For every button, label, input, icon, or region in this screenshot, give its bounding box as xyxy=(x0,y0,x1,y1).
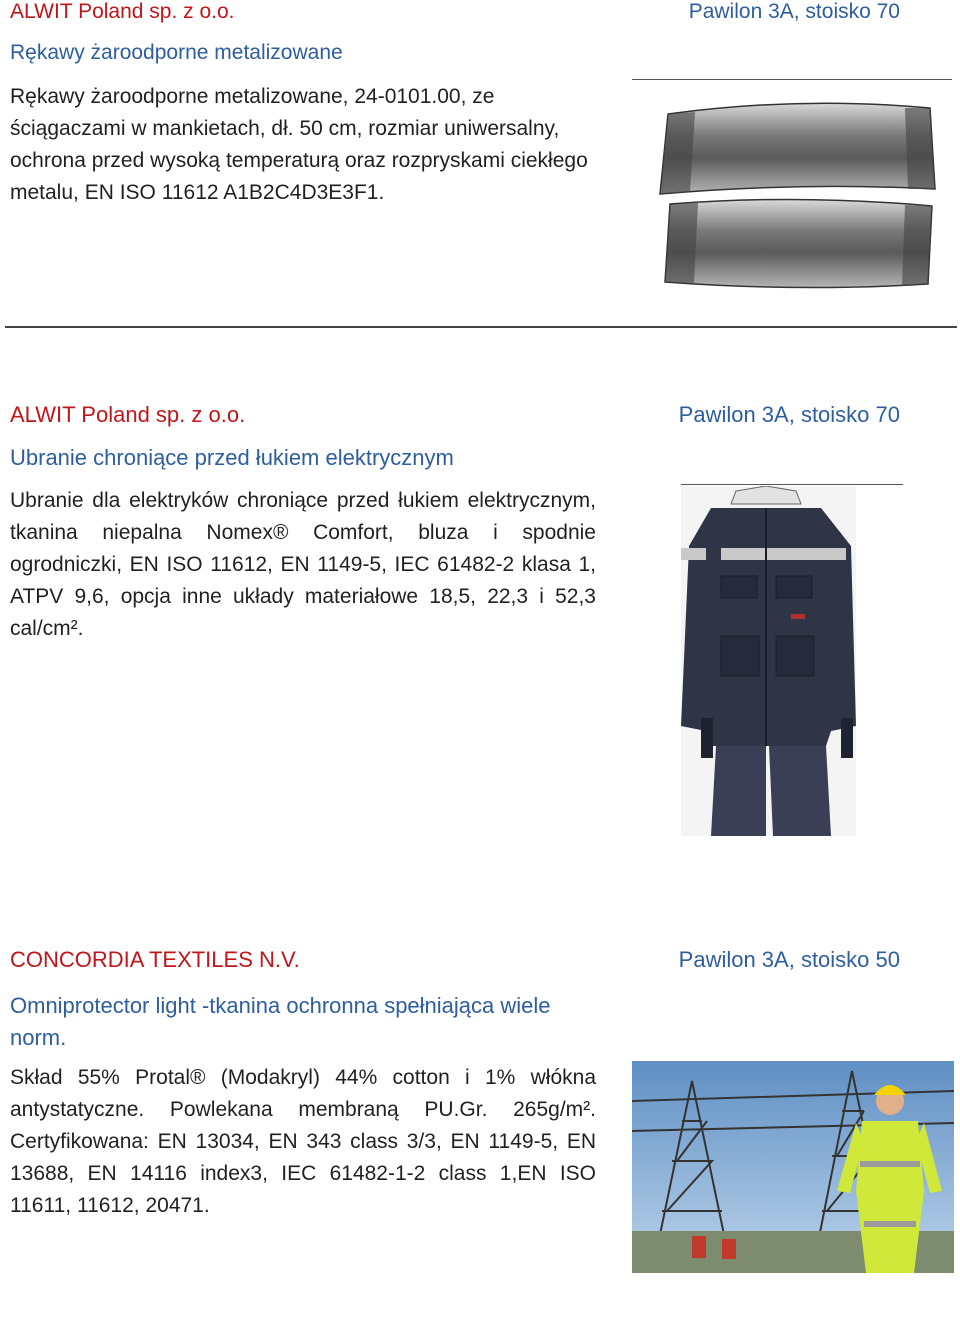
product-description: Skład 55% Protal® (Modakryl) 44% cotton i 1% włókna antystatyczne. Powlekana membraną PU.Gr. 265g/m². Certyfikowana: EN 13034, EN 343 class 3/3, EN 1149-5, EN 13688, EN 14116 index3, IEC 61482-1-2 class 1,EN ISO 11611, 11612, 20471. xyxy=(10,1066,596,1217)
image-top-rule xyxy=(632,79,952,80)
booth-location: Pawilon 3A, stoisko 70 xyxy=(688,0,900,23)
company-name: ALWIT Poland sp. z o.o. xyxy=(10,402,246,427)
booth-location: Pawilon 3A, stoisko 70 xyxy=(678,402,900,427)
entry-2 xyxy=(0,400,960,860)
protective-fabric-worker-image xyxy=(632,1061,954,1273)
metalized-sleeves-image xyxy=(650,94,945,299)
company-name: ALWIT Poland sp. z o.o. xyxy=(10,0,235,23)
image-top-rule xyxy=(681,484,903,485)
product-title: Ubranie chroniące przed łukiem elektrycznym xyxy=(10,445,454,470)
company-name: CONCORDIA TEXTILES N.V. xyxy=(10,947,300,972)
product-description: Rękawy żaroodporne metalizowane, 24-0101.00, ze ściągaczami w mankietach, dł. 50 cm, rozmiar uniwersalny, ochrona przed wysoką temperaturą oraz rozpryskami ciekłego metalu, EN ISO 11612 A1B2C4D3E3F1. xyxy=(10,85,588,204)
product-title: Omniprotector light -tkanina ochronna spełniająca wiele norm. xyxy=(10,993,551,1050)
booth-location: Pawilon 3A, stoisko 50 xyxy=(678,947,900,972)
product-title: Rękawy żaroodporne metalizowane xyxy=(10,41,343,64)
product-description: Ubranie dla elektryków chroniące przed łukiem elektrycznym, tkanina niepalna Nomex® Comfort, bluza i spodnie ogrodniczki, EN ISO 11612, EN 1149-5, IEC 61482-2 klasa 1, ATPV 9,6, opcja inne układy materiałowe 18,5, 22,3 i 52,3 cal/cm². xyxy=(10,489,596,640)
entry-3 xyxy=(0,944,960,1324)
entry-1 xyxy=(0,0,960,330)
section-divider xyxy=(5,326,957,328)
arc-flash-suit-image xyxy=(681,486,856,836)
